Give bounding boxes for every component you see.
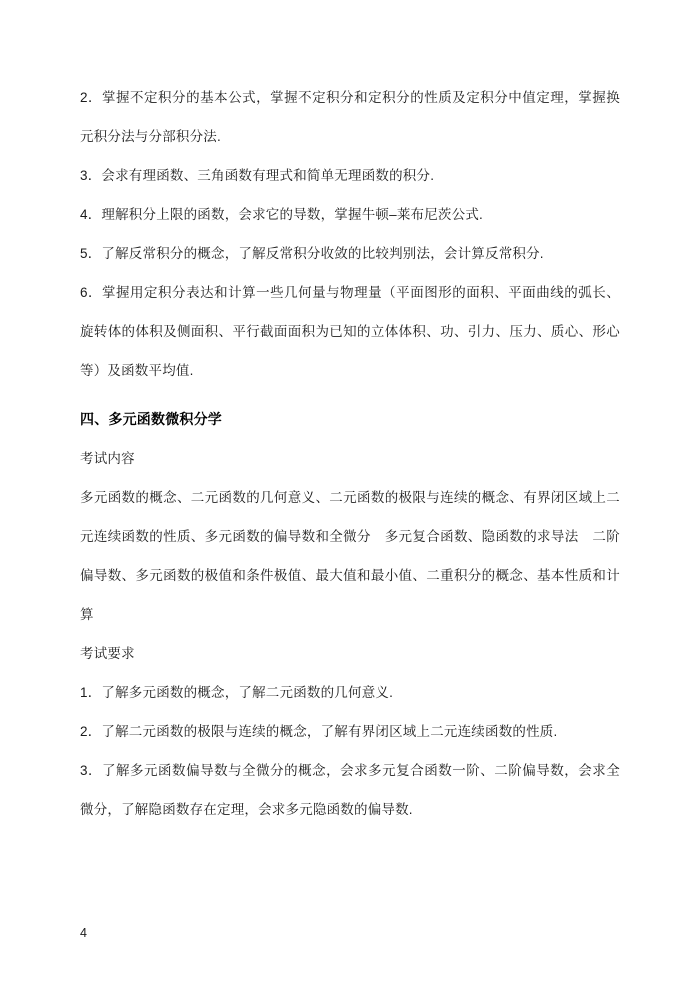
exam-content-label: 考试内容 <box>80 451 135 466</box>
paragraph-requirement-2: 2．了解二元函数的极限与连续的概念，了解有界闭区域上二元连续函数的性质. <box>80 724 558 739</box>
page-number: 4 <box>80 926 87 940</box>
paragraph-item-6: 6．掌握用定积分表达和计算一些几何量与物理量（平面图形的面积、平面曲线的弧长、旋转体的体积及侧面积、平行截面面积为已知的立体体积、功、引力、压力、质心、形心等）及函数平均值. <box>80 285 620 378</box>
paragraph-item-4: 4．理解积分上限的函数，会求它的导数，掌握牛顿–莱布尼茨公式. <box>80 207 483 222</box>
paragraph-requirement-3: 3．了解多元函数偏导数与全微分的概念，会求多元复合函数一阶、二阶偏导数，会求全微分，了解隐函数存在定理，会求多元隐函数的偏导数. <box>80 763 620 817</box>
paragraph-item-2: 2．掌握不定积分的基本公式，掌握不定积分和定积分的性质及定积分中值定理，掌握换元积分法与分部积分法. <box>80 90 620 144</box>
paragraph-item-5: 5．了解反常积分的概念，了解反常积分收敛的比较判别法，会计算反常积分. <box>80 246 544 261</box>
section-heading-four: 四、多元函数微积分学 <box>80 411 222 427</box>
paragraph-item-3: 3．会求有理函数、三角函数有理式和简单无理函数的积分. <box>80 168 435 183</box>
exam-requirement-label: 考试要求 <box>80 646 135 661</box>
document-content <box>80 78 620 829</box>
paragraph-requirement-1: 1．了解多元函数的概念，了解二元函数的几何意义. <box>80 685 394 700</box>
exam-content-body: 多元函数的概念、二元函数的几何意义、二元函数的极限与连续的概念、有界闭区域上二元连续函数的性质、多元函数的偏导数和全微分 多元复合函数、隐函数的求导法 二阶偏导数、多元函数的极值和条件极值、最大值和最小值、二重积分的概念、基本性质和计算 <box>80 490 620 622</box>
